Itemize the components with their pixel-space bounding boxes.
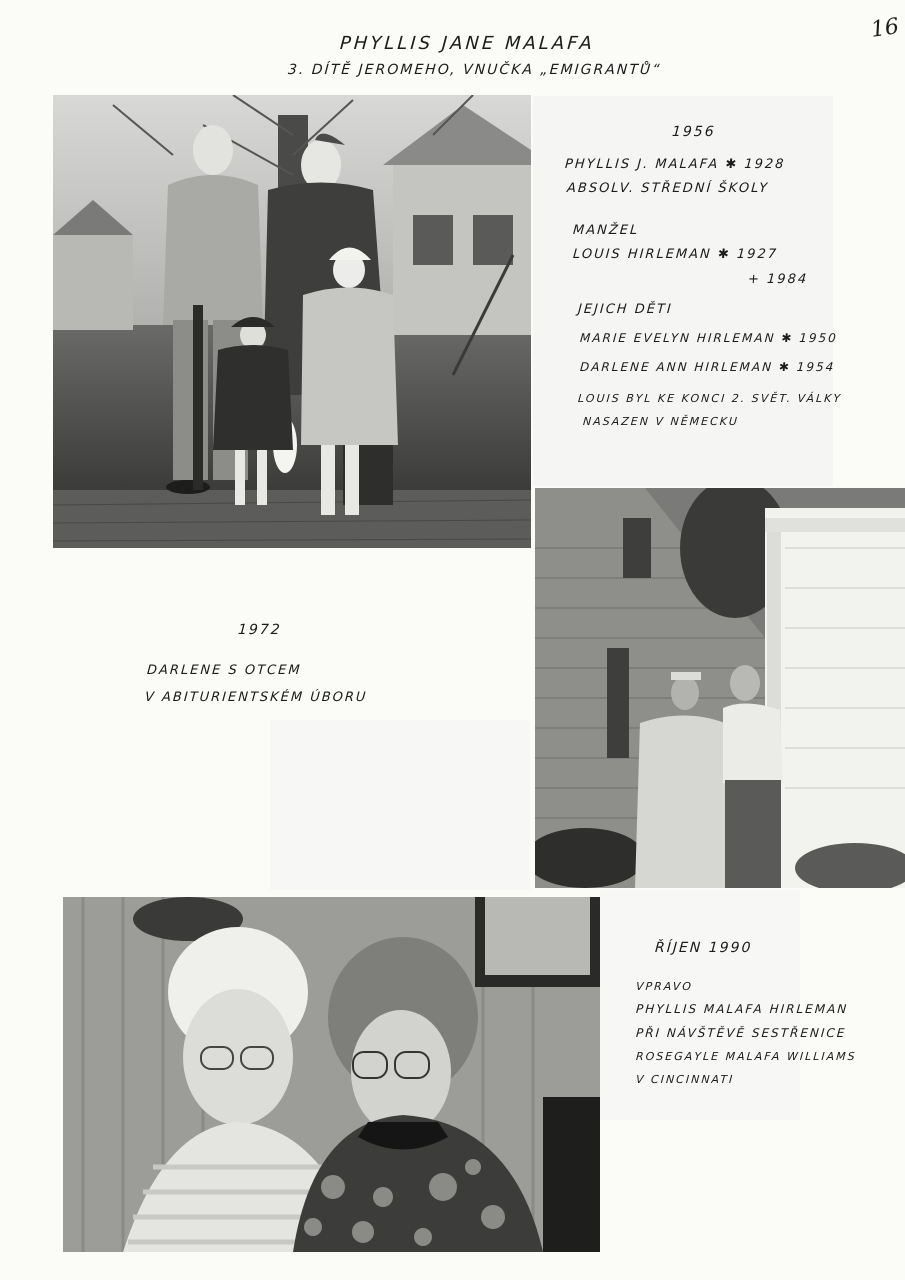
text-line: V ABITURIENTSKÉM ÚBORU [144,690,368,705]
text-line: DARLENE S OTCEM [146,663,303,678]
text-line: PHYLLIS J. MALAFA ✱ 1928 [564,157,786,172]
page-title: PHYLLIS JANE MALAFA [339,33,596,54]
text-line: LOUIS HIRLEMAN ✱ 1927 [572,247,779,262]
text-line: DARLENE ANN HIRLEMAN ✱ 1954 [579,360,836,374]
text-line: JEJICH DĚTI [577,302,674,317]
text-line: LOUIS BYL KE KONCI 2. SVĚT. VÁLKY [577,392,843,405]
text-line: ROSEGAYLE MALAFA WILLIAMS [635,1050,858,1063]
text-line: V CINCINNATI [635,1073,735,1086]
text-line: NASAZEN V NĚMECKU [582,415,740,428]
cousins-photo-1990 [63,897,600,1252]
year-1972: 1972 [237,622,283,638]
text-line: ABSOLV. STŘEDNÍ ŠKOLY [566,181,770,196]
graduation-photo-1972 [535,488,905,888]
text-line: PŘI NÁVŠTĚVĚ SESTŘENICE [635,1026,847,1040]
family-photo-1956 [53,95,531,548]
text-line: + 1984 [747,272,809,287]
text-line: PHYLLIS MALAFA HIRLEMAN [635,1002,849,1016]
page-number: 16 [869,14,901,43]
scan-ghost [270,720,530,890]
text-line: MARIE EVELYN HIRLEMAN ✱ 1950 [579,331,839,345]
text-line: VPRAVO [635,980,694,993]
text-line: MANŽEL [572,223,640,238]
page-subtitle: 3. DÍTĚ JEROMEHO, VNUČKA „EMIGRANTŮ“ [287,62,662,78]
year-1956: 1956 [671,124,717,140]
year-1990: ŘÍJEN 1990 [654,940,753,956]
